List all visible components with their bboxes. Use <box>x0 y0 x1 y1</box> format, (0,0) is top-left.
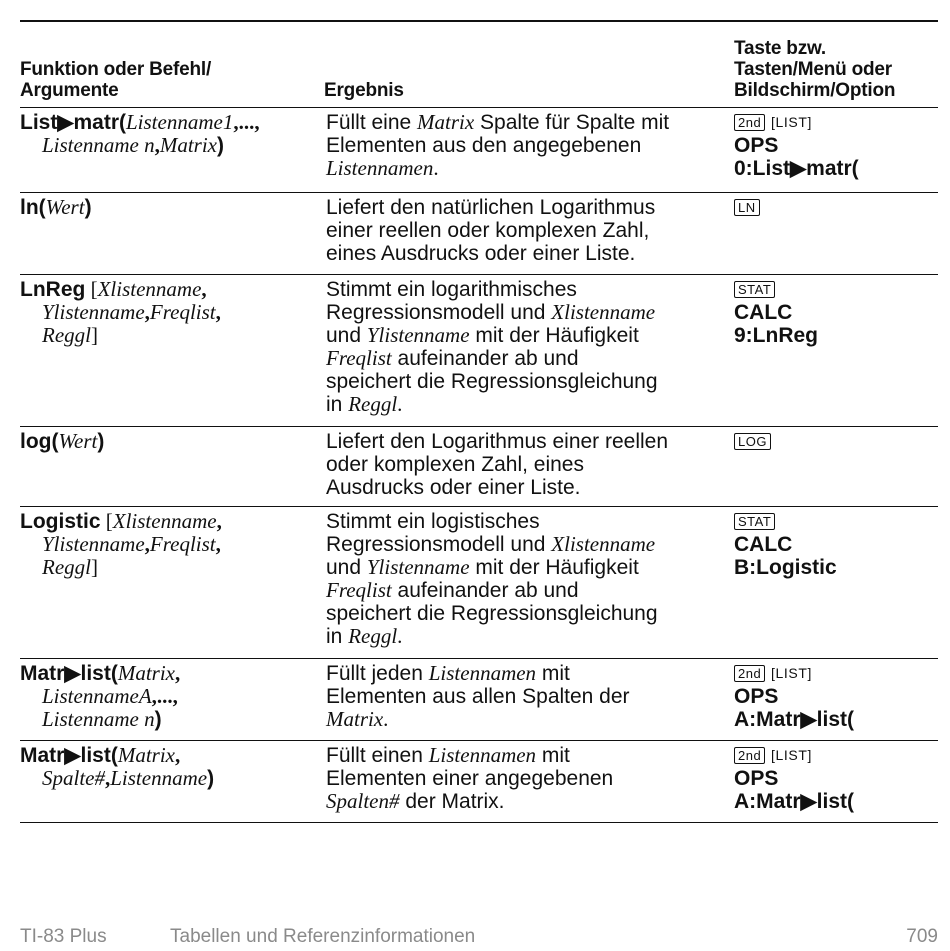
argument: Matrix <box>159 132 217 157</box>
table-row <box>20 192 938 274</box>
function-cell: Logistic [Xlistenname, Ylistenname,Freqlist, Reggl] <box>20 508 222 579</box>
header-result: Ergebnis <box>324 79 404 101</box>
key-2nd-icon: 2nd <box>734 114 765 131</box>
menu-name: OPS <box>734 684 779 708</box>
command-name: Matr▶list( <box>20 743 118 767</box>
function-cell: log(Wert) <box>20 428 105 453</box>
command-name: log( <box>20 429 59 453</box>
result-cell: Stimmt ein logistisches Regressionsmodell und Xlistenname und Ylistenname mit der Häufigkeit Freqlist aufeinander ab und speichert die Regressionsgleichung in Reggl. <box>326 509 658 648</box>
argument: Listenname1 <box>126 109 234 134</box>
menu-name: OPS <box>734 766 779 790</box>
function-cell: LnReg [Xlistenname, Ylistenname,Freqlist, Reggl] <box>20 276 221 347</box>
menu-option: 0:List▶matr( <box>734 156 859 180</box>
keys-cell <box>732 107 938 192</box>
menu-name: CALC <box>734 300 793 324</box>
menu-option: A:Matr▶list( <box>734 707 854 731</box>
key-2nd-icon: 2nd <box>734 665 765 682</box>
menu-name: CALC <box>734 532 793 556</box>
footer-section: Tabellen und Referenzinformationen <box>170 926 476 947</box>
header-function: Funktion oder Befehl/ Argumente <box>20 58 212 101</box>
table-header-row <box>20 22 938 107</box>
keys-cell <box>732 506 938 658</box>
table-row <box>20 274 938 426</box>
argument: Listenname n <box>42 132 155 157</box>
menu-option: A:Matr▶list( <box>734 789 854 813</box>
function-cell: Matr▶list(Matrix, Spalte#,Listenname) <box>20 742 215 790</box>
footer-product: TI-83 Plus <box>20 926 107 947</box>
page-number: 709 <box>906 926 938 947</box>
argument: Wert <box>45 194 85 219</box>
menu-option: B:Logistic <box>734 555 837 579</box>
result-cell: Füllt jeden Listennamen mit Elementen aus allen Spalten der Matrix. <box>326 660 630 731</box>
command-name: Matr▶list( <box>20 661 118 685</box>
key-2nd-icon: 2nd <box>734 747 765 764</box>
argument: Spalte# <box>42 765 105 790</box>
command-name: ln( <box>20 195 46 219</box>
table-row <box>20 740 938 822</box>
function-cell: List▶matr(Listenname1,..., Listenname n,Matrix) <box>20 109 260 157</box>
result-cell: Liefert den natürlichen Logarithmus einer reellen oder komplexen Zahl, eines Ausdrucks oder einer Liste. <box>326 195 656 265</box>
result-cell: Liefert den Logarithmus einer reellen oder komplexen Zahl, eines Ausdrucks oder einer Liste. <box>326 429 669 499</box>
command-name: List▶matr( <box>20 110 126 134</box>
command-name: LnReg <box>20 277 86 301</box>
header-keys: Taste bzw. Tasten/Menü oder Bildschirm/Option <box>734 37 896 101</box>
argument: Reggl <box>42 554 91 579</box>
argument: Listenname <box>110 765 208 790</box>
result-cell: Stimmt ein logarithmisches Regressionsmodell und Xlistenname und Ylistenname mit der Häufigkeit Freqlist aufeinander ab und speichert die Regressionsgleichung in Reggl. <box>326 277 658 416</box>
argument: Xlistenname <box>112 508 217 533</box>
menu-option: 9:LnReg <box>734 323 818 347</box>
keys-cell <box>732 274 938 426</box>
argument: ListennameA <box>42 683 152 708</box>
table-row <box>20 658 938 740</box>
argument: Listenname n <box>42 706 155 731</box>
command-name: Logistic <box>20 509 101 533</box>
argument: Matrix <box>117 742 175 767</box>
list-key-label: [LIST] <box>771 113 812 130</box>
argument: Wert <box>58 428 98 453</box>
table-row <box>20 426 938 506</box>
menu-name: OPS <box>734 133 779 157</box>
argument: Ylistenname <box>42 299 145 324</box>
key-ln-icon: LN <box>734 199 760 216</box>
argument: Matrix <box>117 660 175 685</box>
argument: Xlistenname <box>97 276 202 301</box>
keys-cell <box>732 740 938 822</box>
key-stat-icon: STAT <box>734 281 775 298</box>
reference-table <box>20 22 938 823</box>
argument: Freqlist <box>149 531 216 556</box>
argument: Freqlist <box>149 299 216 324</box>
function-cell: ln(Wert) <box>20 194 92 219</box>
argument: Ylistenname <box>42 531 145 556</box>
argument: Reggl <box>42 322 91 347</box>
key-log-icon: LOG <box>734 433 771 450</box>
result-cell: Füllt eine Matrix Spalte für Spalte mit Elementen aus den angegebenen Listennamen. <box>326 109 670 180</box>
table-row <box>20 506 938 658</box>
keys-cell <box>732 426 938 506</box>
list-key-label: [LIST] <box>771 664 812 681</box>
keys-cell <box>732 658 938 740</box>
result-cell: Füllt einen Listennamen mit Elementen einer angegebenen Spalten# der Matrix. <box>326 742 614 813</box>
table-row <box>20 107 938 192</box>
function-cell: Matr▶list(Matrix, ListennameA,..., Listenname n) <box>20 660 181 731</box>
key-stat-icon: STAT <box>734 513 775 530</box>
keys-cell <box>732 192 938 274</box>
list-key-label: [LIST] <box>771 746 812 763</box>
